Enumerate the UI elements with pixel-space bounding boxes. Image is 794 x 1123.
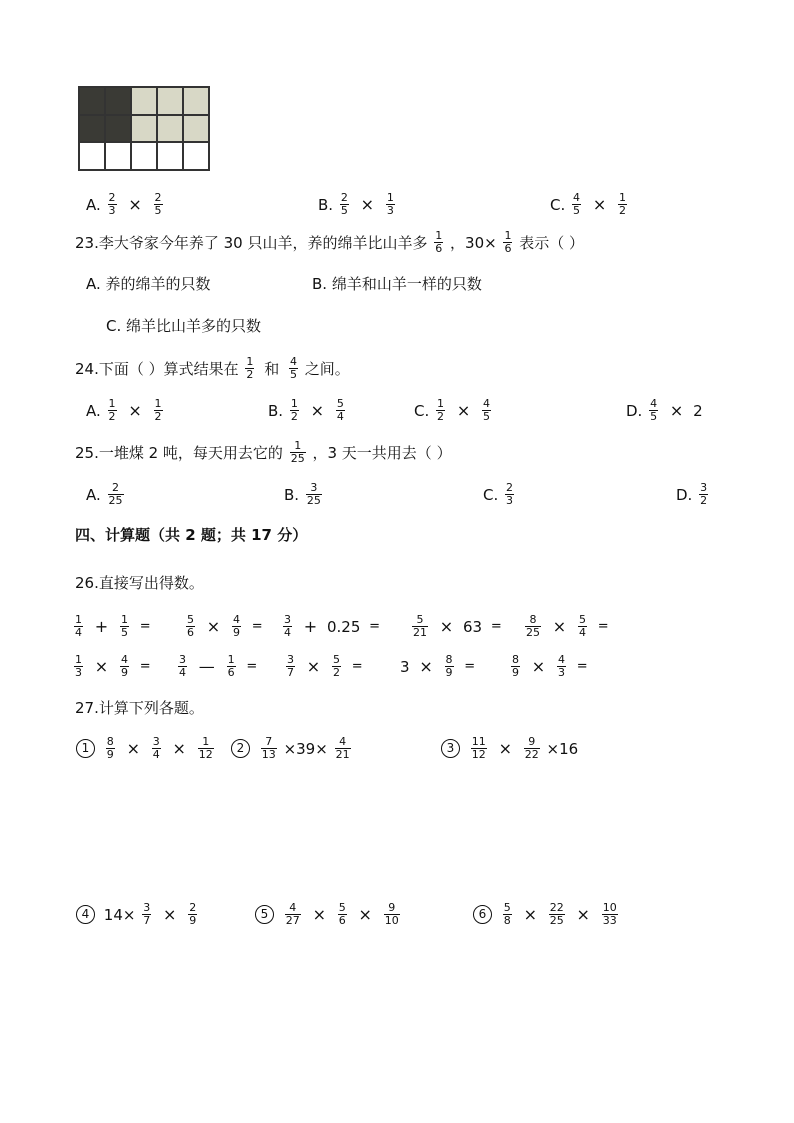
grid-cell [79,87,105,115]
fraction [503,230,512,255]
denominator: 2 [619,204,626,217]
q26-item[interactable] [72,614,151,639]
fraction [154,398,163,423]
operator: × [456,400,471,420]
grid-cell [105,115,131,143]
q25-stem [75,440,452,465]
operator: × [669,400,684,420]
operator: × [128,194,142,214]
denominator: 2 [108,410,116,423]
denominator: 6 [338,914,346,927]
denominator: 25 [306,494,321,507]
numerator: 1 [290,397,298,410]
denominator: 3 [557,666,565,679]
text: 0.25 [326,617,361,636]
q27-problem-4[interactable] [76,902,199,927]
denominator: 25 [526,626,540,639]
text: A. [86,195,101,214]
fraction [108,482,124,507]
q23-option-c[interactable]: C. 绵羊比山羊多的只数 [106,317,262,335]
grid-cell [79,142,105,170]
fraction [524,736,540,761]
equals-sign: = [139,618,151,634]
operator: × [172,738,186,758]
q27-problem-1[interactable] [76,736,216,761]
numerator: 1 [437,397,445,410]
equals-sign: = [597,618,609,634]
fraction [188,902,197,927]
denominator: 9 [106,748,114,761]
denominator: 12 [198,748,213,761]
operator: × [94,656,109,676]
q26-item[interactable] [184,614,263,639]
circled-number: 3 [441,739,460,758]
text: 63 [462,617,483,636]
fraction [699,482,708,507]
text: D. [626,401,643,420]
denominator: 2 [246,368,254,381]
circled-number: 6 [473,905,492,924]
q25-option-a[interactable] [86,482,126,507]
denominator: 27 [285,914,300,927]
fraction [142,902,151,927]
fraction [186,614,195,639]
fraction [154,192,163,217]
numerator: 1 [294,439,302,452]
denominator: 25 [290,452,305,465]
section-heading: 四、计算题（共 2 题；共 17 分） [75,526,308,544]
operator: — [198,656,215,676]
text: D. [676,485,693,504]
q23-option-a[interactable]: A. 养的绵羊的只数 [86,275,211,293]
denominator: 5 [650,410,658,423]
fraction [120,654,129,679]
numerator: 11 [471,735,486,748]
text: C. [414,401,430,420]
denominator: 4 [336,410,344,423]
fraction [74,654,83,679]
numerator: 3 [143,901,151,914]
fraction [106,736,115,761]
fraction [332,654,341,679]
q26-item[interactable] [284,654,363,679]
numerator: 9 [528,735,536,748]
numerator: 5 [332,653,340,666]
fraction [74,614,83,639]
fraction [578,614,587,639]
q26-item[interactable] [509,654,588,679]
grid-cell [157,87,183,115]
equals-sign: = [139,658,151,674]
fraction [549,902,565,927]
fraction [482,398,491,423]
numerator: 1 [246,355,254,368]
denominator: 3 [75,666,82,679]
numerator: 4 [289,901,297,914]
q26-item[interactable] [176,654,257,679]
denominator: 2 [700,494,708,507]
denominator: 5 [483,410,490,423]
denominator: 6 [504,242,512,255]
numerator: 1 [227,653,235,666]
fraction [108,192,117,217]
numerator: 22 [549,901,564,914]
numerator: 2 [108,191,116,204]
denominator: 25 [108,494,123,507]
denominator: 12 [471,748,486,761]
operator: × [531,656,546,676]
text: 2 [693,401,703,420]
operator: × [552,616,567,636]
denominator: 2 [332,666,340,679]
numerator: 10 [602,901,617,914]
numerator: 1 [202,735,210,748]
numerator: 4 [650,397,658,410]
grid-cell [105,142,131,170]
numerator: 4 [232,613,240,626]
numerator: 2 [189,901,197,914]
numerator: 4 [289,355,297,368]
equals-sign: = [369,618,381,634]
q25-option-b[interactable] [284,482,324,507]
numerator: 4 [557,653,565,666]
operator: × [360,194,375,214]
denominator: 3 [386,204,394,217]
circled-number: 5 [255,905,274,924]
q23-option-b[interactable]: B. 绵羊和山羊一样的只数 [312,275,482,293]
text: ，30× [450,233,497,252]
operator: × [419,656,433,676]
numerator: 3 [700,481,708,494]
fraction [649,398,658,423]
operator: × [312,904,326,924]
numerator: 1 [75,653,82,666]
numerator: 7 [265,735,273,748]
q22-option-b[interactable] [318,192,397,217]
q26-item[interactable] [410,614,502,639]
numerator: 4 [120,653,128,666]
denominator: 5 [573,204,581,217]
numerator: 1 [435,229,443,242]
q24-stem [75,356,350,381]
denominator: 7 [143,914,151,927]
numerator: 1 [504,229,512,242]
fraction [436,398,445,423]
denominator: 9 [120,666,128,679]
q23-stem [75,230,584,255]
numerator: 3 [284,613,291,626]
denominator: 5 [289,368,297,381]
fraction [340,192,349,217]
fraction [618,192,627,217]
fraction [335,736,351,761]
grid-cell [157,115,183,143]
circled-number: 2 [231,739,250,758]
numerator: 2 [506,481,514,494]
numerator: 4 [573,191,581,204]
denominator: 2 [437,410,445,423]
denominator: 21 [413,626,427,639]
q24-option-a[interactable] [86,398,165,423]
fraction [285,902,301,927]
operator: × [576,904,590,924]
denominator: 10 [384,914,399,927]
operator: × [592,194,607,214]
fraction-grid-figure [78,86,210,171]
denominator: 6 [187,626,194,639]
text: 25.一堆煤 2 吨，每天用去它的 [75,443,283,462]
denominator: 21 [335,748,350,761]
numerator: 3 [310,481,318,494]
numerator: 8 [512,653,519,666]
operator: × [310,400,325,420]
numerator: 4 [339,735,347,748]
numerator: 5 [578,613,586,626]
numerator: 1 [120,613,128,626]
operator: × [128,400,142,420]
denominator: 2 [290,410,298,423]
numerator: 8 [106,735,114,748]
denominator: 5 [120,626,128,639]
denominator: 3 [506,494,514,507]
circled-number: 4 [76,905,95,924]
denominator: 4 [284,626,291,639]
q26-item[interactable] [400,654,475,679]
q27-problem-3[interactable] [441,736,578,761]
fraction [338,902,347,927]
denominator: 5 [154,204,162,217]
q26-title: 26.直接写出得数。 [75,574,204,592]
q25-option-c[interactable] [483,482,516,507]
denominator: 4 [179,666,186,679]
denominator: 13 [261,748,276,761]
text: 24.下面（ ）算式结果在 [75,359,239,378]
numerator: 5 [187,613,194,626]
numerator: 2 [340,191,348,204]
denominator: 9 [512,666,519,679]
fraction [245,356,254,381]
equals-sign: = [490,618,502,634]
numerator: 2 [154,191,162,204]
q27-problem-6[interactable] [473,902,620,927]
fraction [445,654,454,679]
operator: × [439,616,454,636]
text: C. [483,485,499,504]
fraction [386,192,395,217]
equals-sign: = [576,658,588,674]
fraction [602,902,618,927]
denominator: 9 [445,666,453,679]
operator: × [206,616,221,636]
numerator: 1 [619,191,626,204]
operator: × [306,656,321,676]
fraction [232,614,241,639]
q26-item[interactable] [523,614,609,639]
numerator: 8 [529,613,537,626]
grid-cell [131,115,157,143]
fraction [384,902,400,927]
grid-cell [105,87,131,115]
fraction [412,614,428,639]
grid-cell [183,142,209,170]
q22-option-c[interactable] [550,192,629,217]
grid-cell [131,142,157,170]
numerator: 9 [388,901,396,914]
grid-cell [131,87,157,115]
q27-title: 27.计算下列各题。 [75,699,204,717]
text: B. [318,195,334,214]
fraction [152,736,161,761]
operator: + [303,616,318,636]
operator: + [94,616,109,636]
fraction [289,356,298,381]
denominator: 33 [602,914,617,927]
numerator: 3 [287,653,294,666]
denominator: 6 [435,242,443,255]
q27-problem-5[interactable] [255,902,402,927]
equals-sign: = [464,658,476,674]
fraction [261,736,277,761]
numerator: 3 [152,735,160,748]
text: C. [550,195,566,214]
equals-sign: = [251,618,263,634]
fraction [505,482,514,507]
numerator: 4 [483,397,490,410]
denominator: 4 [152,748,160,761]
fraction [290,440,306,465]
fraction [306,482,322,507]
denominator: 8 [503,914,511,927]
equals-sign: = [246,658,258,674]
numerator: 5 [503,901,511,914]
grid-cell [183,87,209,115]
fraction [525,614,541,639]
denominator: 3 [108,204,116,217]
numerator: 2 [112,481,120,494]
fraction [227,654,236,679]
fraction [336,398,345,423]
numerator: 5 [416,613,424,626]
fraction [290,398,299,423]
text: B. [268,401,284,420]
q26-item[interactable] [72,654,151,679]
text: 和 [264,359,280,378]
text: ，3 天一共用去（ ） [312,443,452,462]
denominator: 25 [549,914,564,927]
numerator: 1 [75,613,82,626]
q24-option-c[interactable] [414,398,493,423]
fraction [511,654,520,679]
denominator: 5 [340,204,348,217]
denominator: 7 [287,666,294,679]
equals-sign: = [351,658,363,674]
operator: × [163,904,177,924]
operator: × [358,904,372,924]
q27-problem-2[interactable] [231,736,353,761]
fraction [434,230,443,255]
numerator: 1 [108,397,116,410]
grid-cell [157,142,183,170]
text: 23.李大爷家今年养了 30 只山羊，养的绵羊比山羊多 [75,233,428,252]
fraction [178,654,187,679]
numerator: 5 [336,397,344,410]
numerator: 3 [179,653,186,666]
denominator: 22 [524,748,539,761]
denominator: 4 [75,626,82,639]
grid-cell [183,115,209,143]
fraction [503,902,512,927]
operator: × [523,904,537,924]
fraction [557,654,566,679]
text: A. [86,401,101,420]
q24-option-d[interactable] [626,398,703,423]
text: B. [284,485,300,504]
text: 之间。 [304,359,350,378]
denominator: 2 [154,410,162,423]
denominator: 4 [578,626,586,639]
q26-item[interactable] [281,614,380,639]
grid-cell [79,115,105,143]
operator: × [498,738,512,758]
q22-option-a[interactable] [86,192,165,217]
denominator: 9 [189,914,197,927]
fraction [471,736,487,761]
fraction [108,398,117,423]
fraction [286,654,295,679]
text: A. [86,485,101,504]
text: ×16 [546,739,579,758]
numerator: 8 [445,653,453,666]
denominator: 9 [232,626,240,639]
fraction [572,192,581,217]
numerator: 1 [386,191,394,204]
text: 14× [103,905,136,924]
fraction [120,614,129,639]
circled-number: 1 [76,739,95,758]
numerator: 1 [154,397,162,410]
q25-option-d[interactable] [676,482,710,507]
fraction [198,736,214,761]
numerator: 5 [338,901,346,914]
text: 表示（ ） [519,233,585,252]
text: ×39× [283,739,328,758]
text: 3 [400,657,410,676]
q24-option-b[interactable] [268,398,347,423]
operator: × [126,738,140,758]
fraction [283,614,292,639]
denominator: 6 [227,666,235,679]
